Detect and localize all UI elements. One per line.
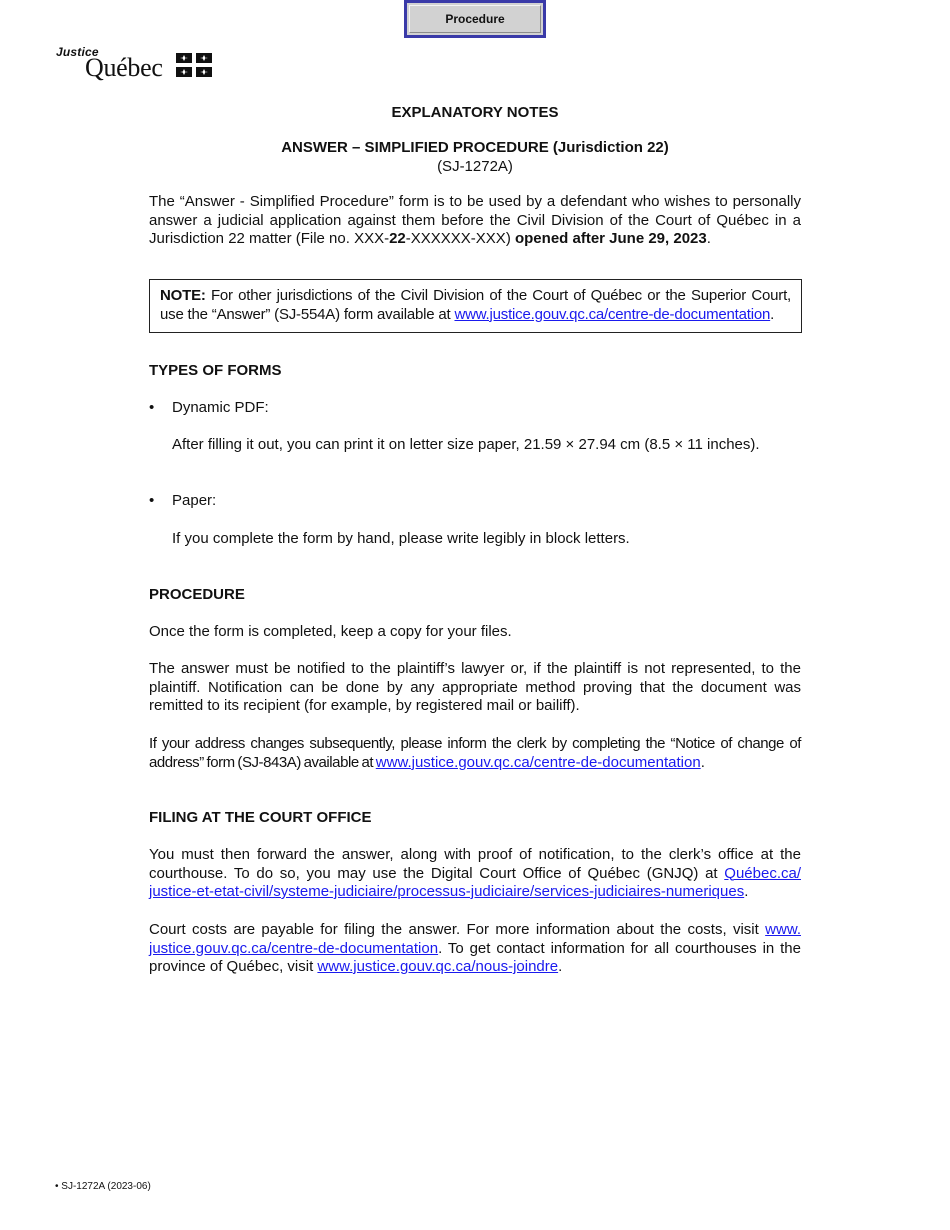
- address-change-documentation-link[interactable]: www.justice.gouv.qc.ca/centre-de-documentation: [375, 753, 701, 771]
- footer-form-code: • SJ-1272A (2023-06): [55, 1181, 151, 1192]
- quebec-flag-icon: [176, 53, 212, 77]
- court-costs-documentation-link[interactable]: www. justice.gouv.qc.ca/centre-de-documentation: [149, 921, 801, 957]
- logo-justice-text: Justice: [56, 45, 99, 59]
- note-label: NOTE:: [160, 287, 206, 304]
- logo-quebec-text: Québec: [85, 53, 163, 82]
- procedure-paragraph-3: If your address changes subsequently, please inform the clerk by completing the “Notice of change of address” form (SJ-843A) available at www.justice.gouv.qc.ca/centre-de-documentation.: [149, 735, 801, 771]
- bullet-icon: •: [149, 492, 155, 509]
- procedure-heading: PROCEDURE: [149, 586, 245, 603]
- procedure-paragraph-2: The answer must be notified to the plaintiff’s lawyer or, if the plaintiff is not represented, to the plaintiff. Notification can be done by any appropriate method proving that the document was remitted to its recipient (for example, by registered mail or bailiff).: [149, 660, 801, 714]
- note-documentation-link[interactable]: www.justice.gouv.qc.ca/centre-de-documentation: [454, 305, 771, 323]
- justice-quebec-logo: [55, 43, 215, 85]
- opened-date-bold: opened after June 29, 2023: [514, 230, 707, 247]
- gnjq-link[interactable]: Québec.ca/ justice-et-etat-civil/systeme-judiciaire/processus-judiciaire/services-judiciaires-numeriques: [149, 864, 801, 900]
- bullet-icon: •: [149, 399, 155, 416]
- page-title: EXPLANATORY NOTES: [391, 104, 559, 121]
- form-subtitle: ANSWER – SIMPLIFIED PROCEDURE (Jurisdiction 22): [281, 139, 669, 156]
- filing-heading: FILING AT THE COURT OFFICE: [149, 809, 372, 826]
- note-text: For other jurisdictions of the Civil Division of the Court of Québec or the Superior Court, use the “Answer” (SJ-554A) form available at: [160, 287, 791, 323]
- paper-text: If you complete the form by hand, please write legibly in block letters.: [172, 530, 630, 547]
- contact-courthouses-link[interactable]: www.justice.gouv.qc.ca/nous-joindre: [317, 958, 559, 975]
- filing-paragraph-1: You must then forward the answer, along with proof of notification, to the clerk’s office at the courthouse. To do so, you may use the Digital Court Office of Québec (GNJQ) at Québec.ca/ justice-et-etat-civil/systeme-judiciaire/processus-judiciaire/services-judiciaires-numeriques.: [149, 846, 801, 900]
- filing-paragraph-2: Court costs are payable for filing the answer. For more information about the costs, visit www. justice.gouv.qc.ca/centre-de-documentation. To get contact information for all courthouses in the province of Québec, visit www.justice.gouv.qc.ca/nous-joindre.: [149, 921, 801, 975]
- procedure-paragraph-1: Once the form is completed, keep a copy for your files.: [149, 623, 512, 640]
- procedure-button[interactable]: [404, 0, 546, 38]
- procedure-button-label[interactable]: Procedure: [409, 5, 541, 33]
- note-box: NOTE: For other jurisdictions of the Civil Division of the Court of Québec or the Superior Court, use the “Answer” (SJ-554A) form available at www.justice.gouv.qc.ca/centre-de-documentation.: [149, 279, 802, 333]
- paper-title: Paper:: [172, 492, 217, 509]
- types-of-forms-heading: TYPES OF FORMS: [149, 362, 282, 379]
- form-code: (SJ-1272A): [437, 158, 513, 175]
- file-number-bold: 22: [389, 230, 406, 247]
- dynamic-pdf-text: After filling it out, you can print it on letter size paper, 21.59 × 27.94 cm (8.5 × 11 inches).: [172, 436, 760, 453]
- intro-paragraph: The “Answer - Simplified Procedure” form is to be used by a defendant who wishes to personally answer a judicial application against them before the Civil Division of the Court of Québec in a Jurisdiction 22 matter (File no. XXX-22-XXXXXX-XXX) opened after June 29, 2023.: [149, 193, 801, 247]
- dynamic-pdf-title: Dynamic PDF:: [172, 399, 269, 416]
